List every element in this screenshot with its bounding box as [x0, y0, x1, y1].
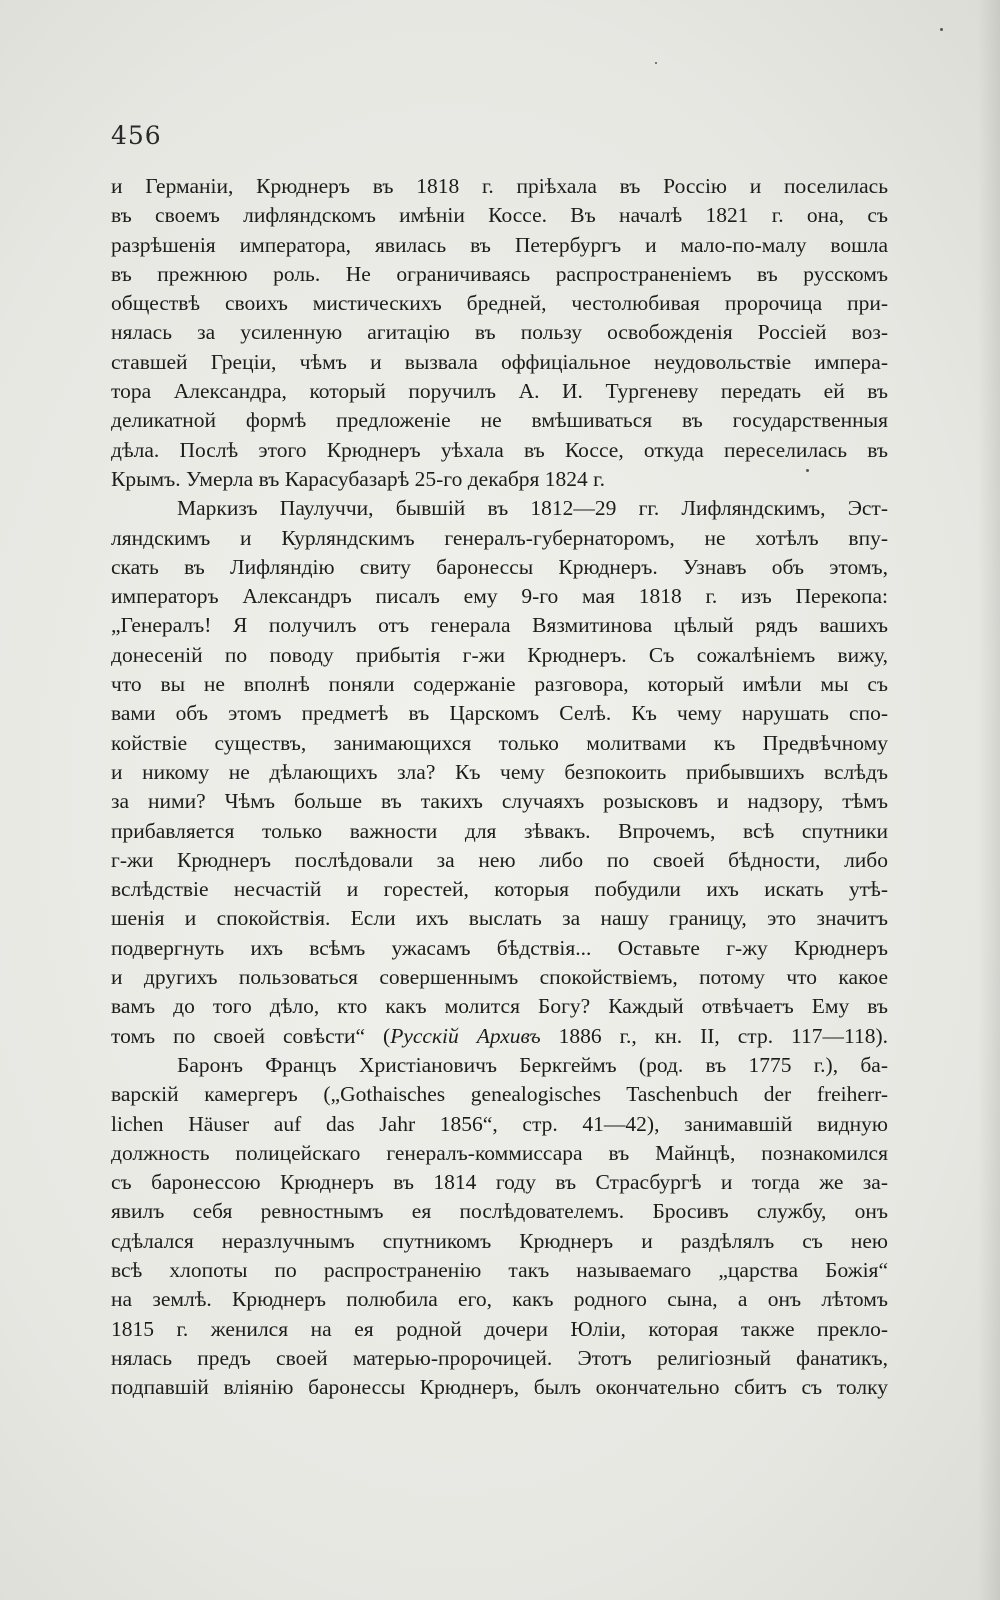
paragraph-2: [111, 494, 888, 1051]
text-line: явилъ себя ревностнымъ ея послѣдователемъ. Бросивъ службу, онъ: [111, 1199, 888, 1224]
text-line: ляндскимъ и Курляндскимъ генералъ-губернаторомъ, не хотѣлъ впу-: [111, 525, 888, 550]
text-line: подвергнуть ихъ всѣмъ ужасамъ бѣдствія... Оставьте г-жу Крюднеръ: [111, 935, 888, 960]
text-line: шенія и спокойствія. Если ихъ выслать за нашу границу, это значитъ: [111, 906, 888, 931]
text-line: всѣ хлопоты по распространенію такъ называемаго „царства Божія“: [111, 1257, 888, 1282]
citation-suffix: 1886 г., кн. II, стр. 117—118).: [540, 1023, 888, 1048]
text-line: и другихъ пользоваться совершеннымъ спокойствіемъ, потому что какое: [111, 965, 888, 990]
text-line: сдѣлался неразлучнымъ спутникомъ Крюднеръ и раздѣлялъ съ нею: [111, 1228, 888, 1253]
print-speck: [655, 62, 657, 64]
text-line: донесеній по поводу прибытія г-жи Крюднеръ. Съ сожалѣніемъ вижу,: [111, 642, 888, 667]
text-line: вамъ до того дѣло, кто какъ молится Богу? Каждый отвѣчаетъ Ему въ: [111, 994, 888, 1019]
page-edge-shadow: [978, 0, 1000, 1600]
text-line: вами объ этомъ предметѣ въ Царскомъ Селѣ. Къ чему нарушать спо-: [111, 701, 888, 726]
text-line: и никому не дѣлающихъ зла? Къ чему безпокоить прибывшихъ вслѣдъ: [111, 759, 888, 784]
text-line: скать въ Лифляндію свиту баронессы Крюднеръ. Узнавъ объ этомъ,: [111, 554, 888, 579]
citation-source: Русскій Архивъ: [390, 1023, 541, 1048]
text-line: вслѣдствіе несчастій и горестей, которыя побудили ихъ искать утѣ-: [111, 877, 888, 902]
text-line: должность полицейскаго генералъ-коммиссара въ Майнцѣ, познакомился: [111, 1140, 888, 1165]
text-line: разрѣшенія императора, явилась въ Петербургъ и мало-по-малу вошла: [111, 232, 888, 257]
text-line: 1815 г. женился на ея родной дочери Юліи, которая также прекло-: [111, 1316, 888, 1341]
paragraph-1: [111, 172, 888, 494]
text-line: въ своемъ лифляндскомъ имѣніи Коссе. Въ началѣ 1821 г. она, съ: [111, 203, 888, 228]
text-line: что вы не вполнѣ поняли содержаніе разговора, который имѣли мы съ: [111, 672, 888, 697]
text-line: деликатной формѣ предложеніе не вмѣшиваться въ государственныя: [111, 408, 888, 433]
text-line: обществѣ своихъ мистическихъ бредней, честолюбивая пророчица при-: [111, 291, 888, 316]
text-line: Баронъ Францъ Христіановичъ Беркгеймъ (род. въ 1775 г.), ба-: [177, 1052, 888, 1077]
text-line: ставшей Греціи, чѣмъ и вызвала оффиціальное неудовольствіе импера-: [111, 349, 888, 374]
text-line: императоръ Александръ писалъ ему 9-го мая 1818 г. изъ Перекопа:: [111, 584, 888, 609]
text-line: подпавшій вліянію баронессы Крюднеръ, былъ окончательно сбитъ съ толку: [111, 1375, 888, 1400]
text-line: койствіе существъ, занимающихся только молитвами къ Предвѣчному: [111, 730, 888, 755]
text-line: тора Александра, который поручилъ А. И. Тургеневу передать ей въ: [111, 379, 888, 404]
print-speck: [940, 28, 943, 31]
text-line: „Генералъ! Я получилъ отъ генерала Вязмитинова цѣлый рядъ вашихъ: [111, 613, 888, 638]
text-line: lichen Häuser auf das Jahr 1856“, стр. 41—42), занимавшій видную: [111, 1111, 888, 1136]
text-line: на землѣ. Крюднеръ полюбила его, какъ родного сына, а онъ лѣтомъ: [111, 1287, 888, 1312]
text-line: варскій камергеръ („Gothaisches genealogisches Taschenbuch der freiherr-: [111, 1082, 888, 1107]
page-number: 456: [111, 121, 162, 150]
text-line: съ баронессою Крюднеръ въ 1814 году въ Страсбургѣ и тогда же за-: [111, 1170, 888, 1195]
text-line: нялась предъ своей матерью-пророчицей. Этотъ религіозный фанатикъ,: [111, 1345, 888, 1370]
text-line: въ прежнюю роль. Не ограничиваясь распространеніемъ въ русскомъ: [111, 261, 888, 286]
text-line: нялась за усиленную агитацію въ пользу освобожденія Россіей воз-: [111, 320, 888, 345]
text-line: Маркизъ Паулуччи, бывшій въ 1812—29 гг. Лифляндскимъ, Эст-: [177, 496, 888, 521]
text-line-with-citation: [111, 1022, 888, 1051]
body-text: [111, 172, 888, 1402]
text-line: прибавляется только важности для зѣвакъ. Впрочемъ, всѣ спутники: [111, 818, 888, 843]
text-line: за ними? Чѣмъ больше въ такихъ случаяхъ розысковъ и надзору, тѣмъ: [111, 789, 888, 814]
text-line: дѣла. Послѣ этого Крюднеръ уѣхала въ Коссе, откуда переселилась въ: [111, 437, 888, 462]
paragraph-3: [111, 1051, 888, 1403]
text-line: Крымъ. Умерла въ Карасубазарѣ 25-го декабря 1824 г.: [111, 466, 605, 491]
text-line: и Германіи, Крюднеръ въ 1818 г. пріѣхала въ Россію и поселилась: [111, 174, 888, 198]
text-line: г-жи Крюднеръ послѣдовали за нею либо по своей бѣдности, либо: [111, 847, 888, 872]
citation-prefix: томъ по своей совѣсти“ (: [111, 1023, 391, 1048]
